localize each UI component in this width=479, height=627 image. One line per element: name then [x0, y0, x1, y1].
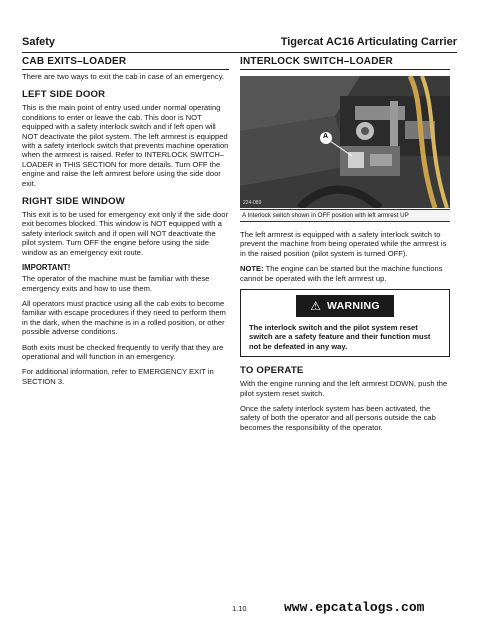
right-column	[240, 56, 450, 438]
section-title: Safety	[22, 36, 56, 48]
right-window-text: This exit is to be used for emergency exit only if the side door exit becomes blocked. This window is NOT equipped with a safety interlock switch and if open will NOT deactivate the pilot system. Turn OFF the engine before using the side window as an emergency exit route.	[22, 210, 228, 257]
note-paragraph	[240, 264, 450, 283]
note-text: The engine can be started but the machine functions cannot be operated with the left armrest up.	[240, 264, 443, 283]
interlock-switch-illustration	[240, 76, 450, 208]
footer-url[interactable]: www.epcatalogs.com	[284, 600, 425, 615]
warning-text: The interlock switch and the pilot system reset switch are a safety feature and their function must not be defeated in any way.	[249, 323, 431, 351]
page-header	[22, 34, 457, 53]
to-operate-heading: TO OPERATE	[240, 365, 304, 377]
important-text: The operator of the machine must be familiar with these emergency exits and how to use them.	[22, 274, 210, 293]
document-title: Tigercat AC16 Articulating Carrier	[280, 36, 457, 48]
left-door-text: This is the main point of entry used under normal operating conditions to enter or leave the cab. This door is NOT equipped with a safety interlock switch and if left open will NOT deactivate the pilot system. The left armrest is equipped with a safety interlock switch that prevents machine operation when the armrest is raised. Refer to INTERLOCK SWITCH–LOADER in THIS SECTION for more details. Turn OFF the engine and raise the left armrest before using the side door exit.	[22, 103, 229, 188]
warning-label: WARNING	[326, 300, 380, 313]
interlock-switch-photo	[240, 76, 450, 208]
armrest-text: The left armrest is equipped with a safety interlock switch to prevent the machine from being operated while the armrest is in the raised position (pilot system is turned OFF).	[240, 230, 447, 258]
warning-triangle-icon: ⚠	[310, 299, 321, 314]
left-column	[22, 56, 229, 392]
cab-exits-text: There are two ways to exit the cab in case of an emergency.	[22, 72, 225, 81]
checked-text: Both exits must be checked frequently to verify that they are operational and will function in an emergency.	[22, 342, 224, 361]
to-operate-text: With the engine running and the left armrest DOWN, push the pilot system reset switch.	[240, 379, 448, 398]
figure-caption: A Interlock switch shown in OFF position with left armrest UP	[240, 209, 450, 222]
warning-banner	[296, 295, 394, 317]
warning-box	[240, 289, 450, 357]
activated-text: Once the safety interlock system has been activated, the safety of both the operator and all persons outside the cab becomes the responsibility of the operator.	[240, 404, 436, 432]
cab-exits-heading: CAB EXITS–LOADER	[22, 56, 229, 70]
right-window-heading: RIGHT SIDE WINDOW	[22, 196, 126, 208]
additional-info-text: For additional information, refer to EMERGENCY EXIT in SECTION 3.	[22, 367, 214, 386]
practice-text: All operators must practice using all the cab exits to become familiar with escape procedures if they need to perform them in the dark, when the machine is in a rolled position, or other possible adverse conditions.	[22, 298, 226, 337]
interlock-heading: INTERLOCK SWITCH–LOADER	[240, 56, 450, 70]
figure-callout-a: A	[323, 133, 329, 140]
left-door-heading: LEFT SIDE DOOR	[22, 89, 106, 101]
page-number: 1.10	[232, 604, 247, 613]
note-label: NOTE:	[240, 264, 264, 274]
important-label: IMPORTANT!	[22, 263, 71, 273]
figure-code: 224-089	[243, 200, 262, 206]
